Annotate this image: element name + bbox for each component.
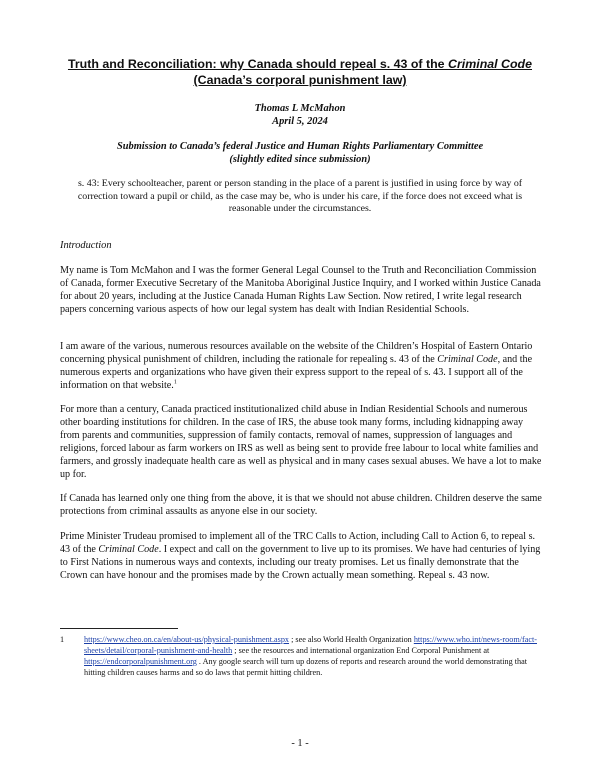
submission-line-1: Submission to Canada’s federal Justice and Human Rights Parliamentary Committee xyxy=(116,141,484,152)
paragraph-5: Prime Minister Trudeau promised to implement all of the TRC Calls to Action, including Call to Action 6, to repeal s. 43 of the Criminal Code. I expect and call on the government to live up to its promises. We have had centuries of lying to First Nations in numerous ways and contexts, including our treaty promises. Let us finally demonstrate that the Crown can have honour and the promises made by the Crown actually mean something. Repeal s. 43 now. xyxy=(60,531,541,581)
footnote-number: 1 xyxy=(60,635,65,644)
footnote-body: https://www.cheo.on.ca/en/about-us/physical-punishment.aspx ; see also World Health Organization https://www.who.int/news-room/fact-sheets/detail/corporal-punishment-and-health ; see the resources and international organization End Corporal Punishment at https://endcorporalpunishment.org . Any google search will turn up dozens of reports and research around the world demonstrating that hitting children causes harms and so do laws that permit hitting children. xyxy=(84,635,537,677)
paragraph-1: My name is Tom McMahon and I was the former General Legal Counsel to the Truth and Reconciliation Commission of Canada, former Executive Secretary of the Manitoba Aboriginal Justice Inquiry, and I worked within Justice Canada for about 20 years, including at the Justice Canada Human Rights Law Section. Now retired, I write legal research papers concerning various aspects of how our legal system has dealt with Indian Residential Schools. xyxy=(60,265,541,315)
footnote-separator xyxy=(60,628,178,629)
document-date: April 5, 2024 xyxy=(272,116,328,127)
title-line-2: (Canada’s corporal punishment law) xyxy=(193,73,407,87)
footnote-link-endcorporalpunishment[interactable]: https://endcorporalpunishment.org xyxy=(84,657,197,666)
footnote-link-who[interactable]: https://www.who.int/news-room/fact-sheets/detail/corporal-punishment-and-health xyxy=(84,635,537,655)
footnote-reference[interactable]: 1 xyxy=(173,379,177,386)
statute-quote: s. 43: Every schoolteacher, parent or person standing in the place of a parent is justified in using force by way of correction toward a pupil or child, as the case may be, who is under his care, if the force does not exceed what is reasonable under the circumstances. xyxy=(77,178,523,215)
author-name: Thomas L McMahon xyxy=(254,103,346,114)
submission-line-2: (slightly edited since submission) xyxy=(229,154,371,165)
document-title xyxy=(60,56,540,88)
section-heading-introduction: Introduction xyxy=(60,240,112,251)
footnote xyxy=(60,634,542,678)
title-line-1: Truth and Reconciliation: why Canada should repeal s. 43 of the Criminal Code xyxy=(67,57,533,71)
title-italic-code: Criminal Code xyxy=(448,57,533,71)
footnote-link-cheo[interactable]: https://www.cheo.on.ca/en/about-us/physical-punishment.aspx xyxy=(84,635,290,644)
page-number: - 1 - xyxy=(291,738,309,749)
paragraph-3: For more than a century, Canada practiced institutionalized child abuse in Indian Residential Schools and numerous other boarding institutions for children. In the case of IRS, the abuse took many forms, including kidnapping away from parents and communities, suppression of family contacts, removal of names, suppression of languages and religions, forced labour as farm workers on IRS as well as being sent to provide free labour to local white families and farmers, and grossly inadequate health care as well as physical and in many cases sexual abuses. We have a lot to make up for. xyxy=(60,404,542,480)
paragraph-2: I am aware of the various, numerous resources available on the website of the Children’s Hospital of Eastern Ontario concerning physical punishment of children, including the rationale for repealing s. 43 of the Criminal Code, and the numerous experts and organizations who have given their express support to the repeal of s. 43. I support all of the information on that website.$^1$ xyxy=(60,341,533,391)
paragraph-4: If Canada has learned only one thing from the above, it is that we should not abuse children. Children deserve the same protections from criminal assaults as anyone else in our society. xyxy=(60,493,542,517)
